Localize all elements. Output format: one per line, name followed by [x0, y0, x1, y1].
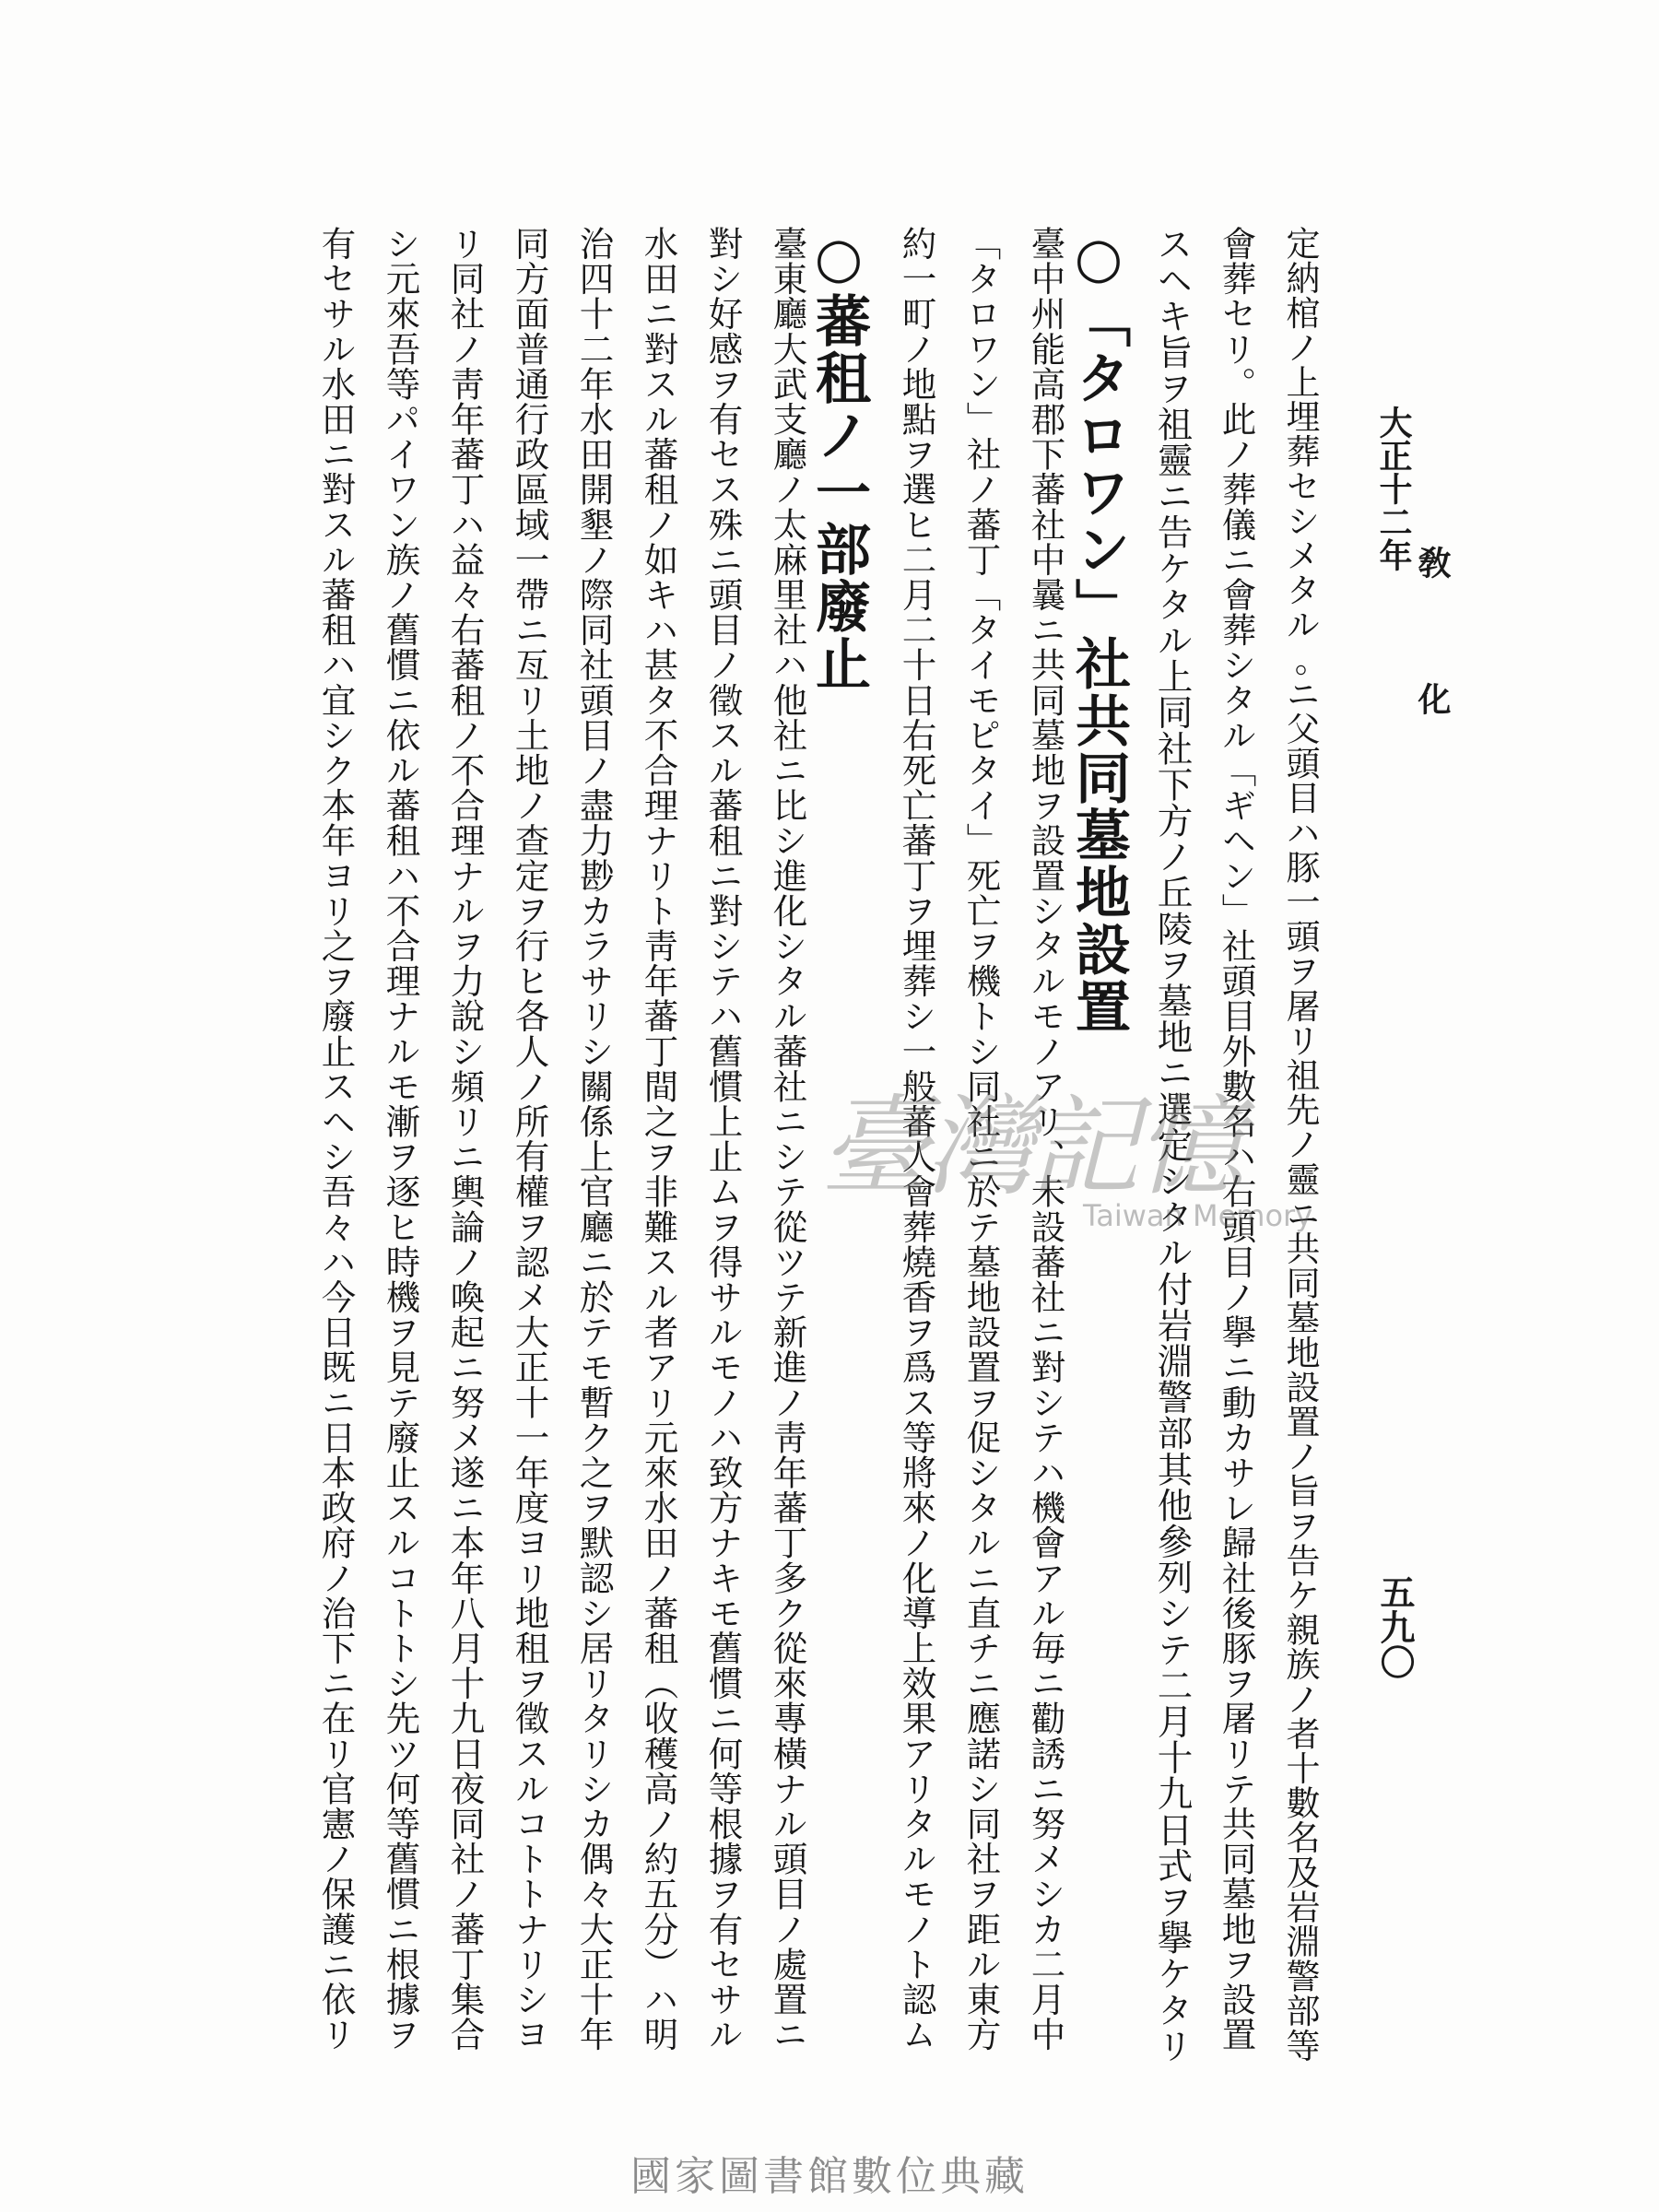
text-column-15: シ元來吾等パイワン族ノ舊慣ニ依ル蕃租ハ不合理ナルモ漸ヲ逐ヒ時機ヲ見テ廢止スルコトトシ先ツ何等舊慣ニ根據ヲ [380, 226, 421, 2053]
text-column-5: 臺中州能高郡下蕃社中曩ニ共同墓地ヲ設置シタルモノアリ、未設蕃社ニ對シテハ機會アル毎ニ勸誘ニ努メシカ二月中 [1025, 226, 1066, 2053]
taiwan-memory-watermark [820, 1083, 1313, 1240]
text-column-14: リ同社ノ靑年蕃丁ハ益々右蕃租ノ不合理ナルヲ力說シ頻リニ輿論ノ喚起ニ努メ遂ニ本年八月十九日夜同社ノ蕃丁集合 [444, 226, 486, 2053]
watermark-title: 臺灣記憶 [820, 1083, 1241, 1210]
text-column-16: 有セサル水田ニ對スル蕃租ハ宜シク本年ヨリ之ヲ廢止スヘシ吾々ハ今日既ニ日本政府ノ治下ニ在リ官憲ノ保護ニ依リ [315, 226, 357, 2053]
text-column-3: スヘキ旨ヲ祖靈ニ告ケタル上同社下方ノ丘陵ヲ墓地ニ選定シタル付岩淵警部其他參列シテ二月十九日式ヲ擧ケタリ [1151, 226, 1194, 2065]
running-section-title: 敎 化 [1413, 546, 1452, 750]
text-column-13: 同方面普通行政區域一帶ニ亙リ土地ノ查定ヲ行ヒ各人ノ所有權ヲ認メ大正十一年度ヨリ地租ヲ徵スルコトトナリシヨ [509, 226, 550, 2053]
text-column-7: 約一町ノ地點ヲ選ヒ二月二十日右死亡蕃丁ヲ埋葬シ一般蕃人會葬燒香ヲ爲ス等將來ノ化導上效果アリタルモノト認ム [896, 226, 937, 2053]
page-number: 五九〇 [1374, 1574, 1416, 1679]
running-title: 大正十二年 [1374, 406, 1413, 571]
text-column-2: 會葬セリ。此ノ葬儀ニ會葬シタル「ギヘン」社頭目外數名ハ右頭目ノ擧ニ動カサレ歸社後豚ヲ屠リテ共同墓地ヲ設置 [1216, 226, 1257, 2053]
text-column-11: 水田ニ對スル蕃租ノ如キハ甚タ不合理ナリト靑年蕃丁間之ヲ非難スル者アリ元來水田ノ蕃租（收穫高ノ約五分）ハ明 [638, 226, 679, 2053]
text-column-9: 臺東廳大武支廳ノ太麻里社ハ他社ニ比シ進化シタル蕃社ニシテ從ツテ新進ノ靑年蕃丁多ク從來專橫ナル頭目ノ處置ニ [767, 226, 808, 2053]
watermark-subtitle: Taiwan Memory [1083, 1198, 1313, 1233]
section-heading-banso: ○蕃租ノ一部廢止 [806, 226, 871, 692]
text-column-1: 定納棺ノ上埋葬セシメタル｡ニ父頭目ハ豚一頭ヲ屠リ祖先ノ靈ニ共同墓地設置ノ旨ヲ告ケ親族ノ者十數名及岩淵警部等 [1280, 226, 1320, 2063]
text-column-10: 對シ好感ヲ有セス殊ニ頭目ノ徵スル蕃租ニ對シテハ舊慣上止ムヲ得サルモノハ致方ナキモ舊慣ニ何等根據ヲ有セサル [702, 226, 744, 2053]
section-heading-tarowan: ○「タロワン」社共同墓地設置 [1066, 226, 1131, 1035]
text-column-6: 「タロワン」社ノ蕃丁「タイモピタイ」死亡ヲ機トシ同社ニ於テ墓地設置ヲ促シタルニ直チニ應諾シ同社ヲ距ル東方 [960, 226, 1002, 2053]
archive-footer: 國家圖書館數位典藏 [630, 2153, 1029, 2200]
text-column-12: 治四十二年水田開墾ノ際同社頭目ノ盡力尠カラサリシ關係上官廳ニ於テモ暫ク之ヲ默認シ居リタリシカ偶々大正十年 [573, 226, 615, 2053]
